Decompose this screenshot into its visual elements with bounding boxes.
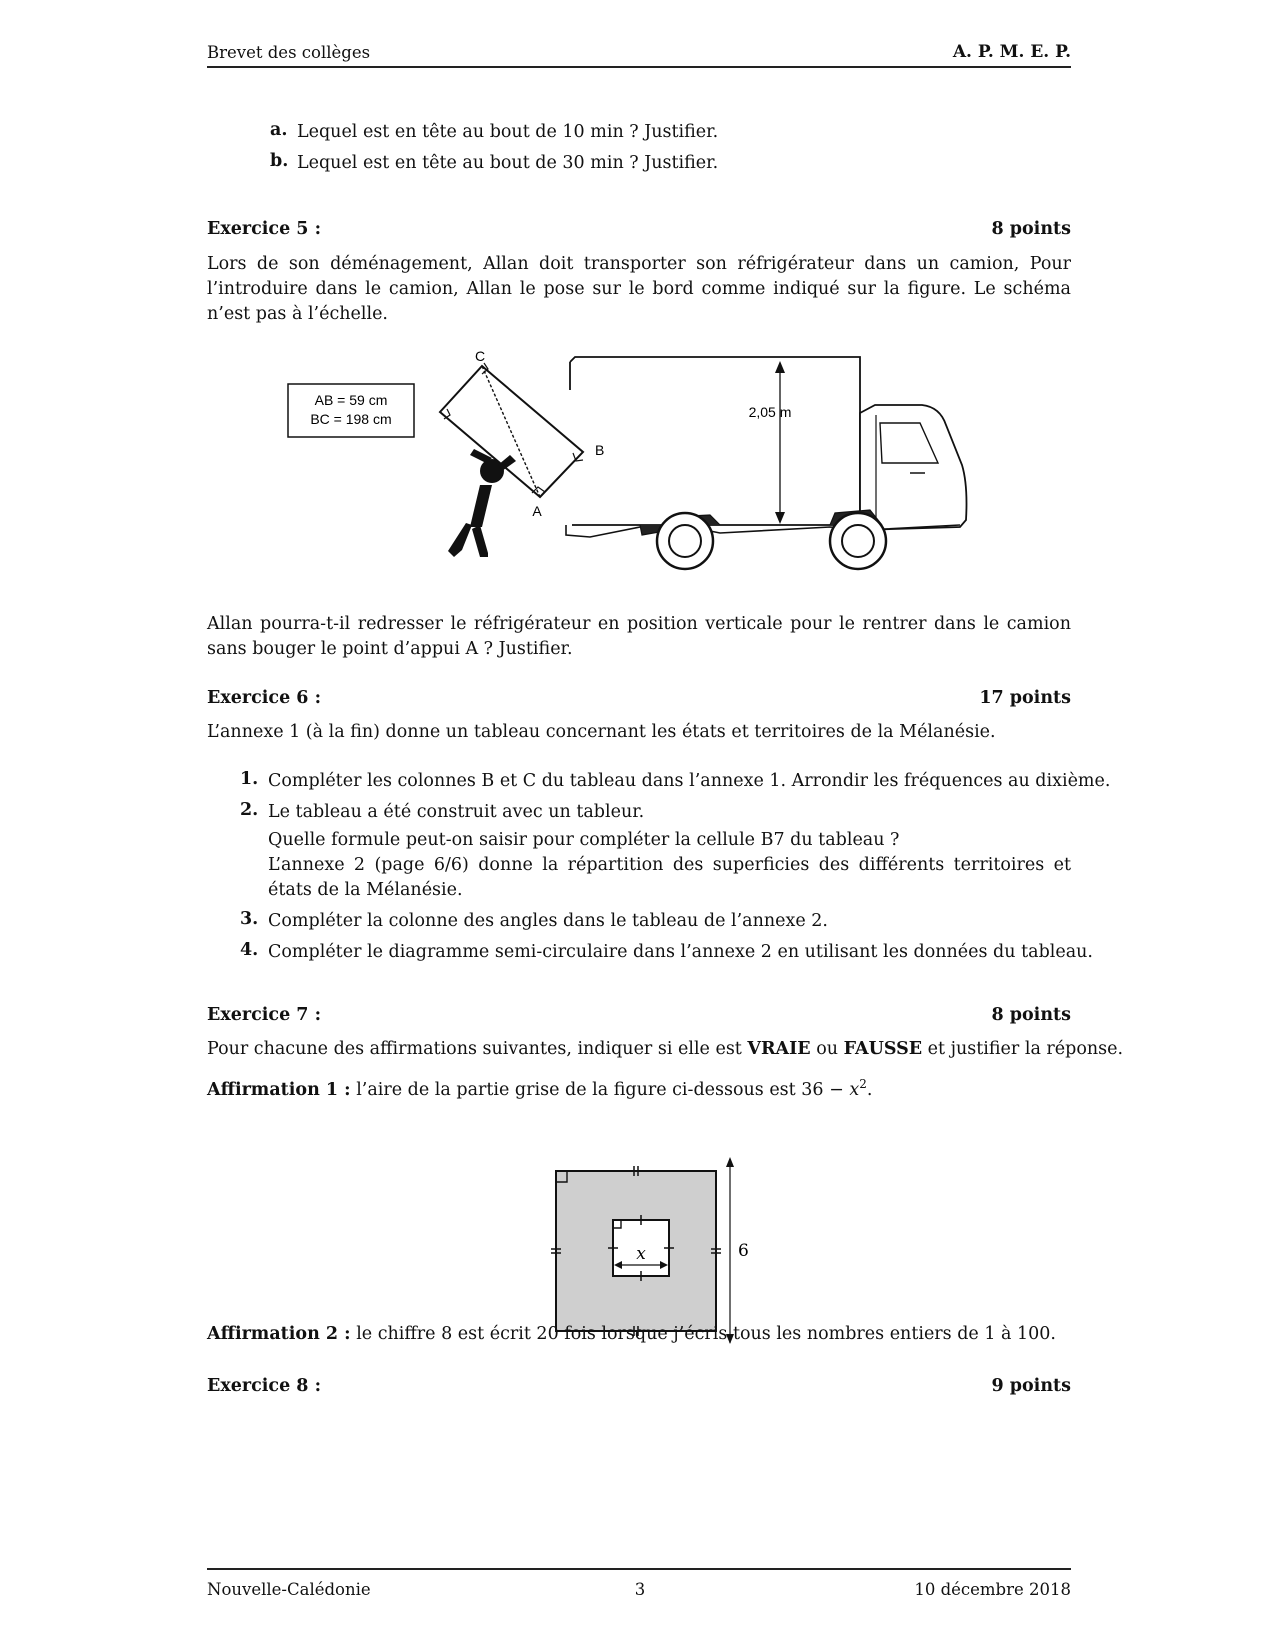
ex5-points: 8 points: [991, 219, 1071, 239]
ex4-item-b-num: b.: [270, 151, 289, 171]
height-label: 2,05 m: [748, 404, 792, 420]
ex7-intro-post: et justifier la réponse.: [922, 1039, 1124, 1059]
ex7-affirmation-1: [207, 1072, 872, 1103]
inner-side-label: x: [636, 1244, 646, 1264]
aff1-end: .: [866, 1079, 873, 1100]
ex5-title: Exercice 5 :: [207, 219, 322, 239]
ex6-item3-text: Compléter la colonne des angles dans le tableau de l’annexe 2.: [268, 911, 828, 931]
box-line-bc: BC = 198 cm: [310, 411, 392, 427]
label-a: A: [532, 503, 542, 519]
ex7-fausse: FAUSSE: [843, 1039, 923, 1059]
ex6-item1-num: 1.: [240, 769, 259, 789]
ex7-intro-pre: Pour chacune des affirmations suivantes, indiquer si elle est: [207, 1039, 748, 1059]
aff1-var: x: [849, 1079, 860, 1100]
ex6-title: Exercice 6 :: [207, 688, 322, 708]
aff2-label: Affirmation 2 :: [207, 1324, 351, 1344]
square-figure: [540, 1155, 760, 1345]
box-line-ab: AB = 59 cm: [314, 392, 388, 408]
ex7-affirmation-2: [207, 1322, 1056, 1347]
label-b: B: [595, 442, 605, 458]
ex6-item2-line2: Quelle formule peut-on saisir pour compléter la cellule B7 du tableau ?: [268, 830, 900, 850]
ex7-intro: [207, 1037, 1123, 1062]
header-left: Brevet des collèges: [207, 43, 371, 62]
truck-cargo-box: [570, 357, 860, 525]
ex8-points: 9 points: [991, 1376, 1071, 1396]
label-c: C: [474, 348, 486, 364]
ex6-item2-text: Le tableau a été construit avec un tableur.: [268, 802, 645, 822]
header-right: A. P. M. E. P.: [952, 42, 1071, 62]
aff2-text: le chiffre 8 est écrit 20 fois lorsque j’écris tous les nombres entiers de 1 à 100.: [350, 1324, 1056, 1344]
outer-side-label: 6: [738, 1241, 749, 1261]
footer-left: Nouvelle-Calédonie: [207, 1580, 371, 1599]
ex7-title: Exercice 7 :: [207, 1005, 322, 1025]
ex7-points: 8 points: [991, 1005, 1071, 1025]
ex6-item4-num: 4.: [240, 940, 259, 960]
ex5-question: Allan pourra-t-il redresser le réfrigérateur en position verticale pour le rentrer dans le camion sans bouger le point d’appui A ? Justifier.: [207, 614, 1071, 659]
footer-rule: [207, 1568, 1071, 1570]
aff1-exp: 2: [859, 1077, 867, 1091]
aff1-text: l’aire de la partie grise de la figure ci-dessous est 36 −: [350, 1079, 850, 1100]
ex6-intro: L’annexe 1 (à la fin) donne un tableau concernant les états et territoires de la Mélanésie.: [207, 722, 996, 742]
ex7-vraie: VRAIE: [747, 1039, 811, 1059]
ex6-points: 17 points: [979, 688, 1071, 708]
ex4-item-a-num: a.: [270, 120, 288, 140]
page-number: 3: [634, 1580, 646, 1599]
ex5-intro: Lors de son déménagement, Allan doit transporter son réfrigérateur dans un camion, Pour l’introduire dans le camion, Allan le pose sur le bord comme indiqué sur la figure. Le schéma n’est pas à l’échelle.: [207, 254, 1071, 324]
ex8-title: Exercice 8 :: [207, 1376, 322, 1396]
footer-right: 10 décembre 2018: [914, 1580, 1071, 1599]
ex4-item-b-text: Lequel est en tête au bout de 30 min ? Justifier.: [297, 153, 719, 173]
ex7-ou: ou: [810, 1039, 844, 1059]
ex6-item1-text: Compléter les colonnes B et C du tableau dans l’annexe 1. Arrondir les fréquences au dixième.: [268, 771, 1111, 791]
header-rule: [207, 66, 1071, 68]
ex4-item-a-text: Lequel est en tête au bout de 10 min ? Justifier.: [297, 122, 719, 142]
ex6-item4-text: Compléter le diagramme semi-circulaire dans l’annexe 2 en utilisant les données du tableau.: [268, 942, 1093, 962]
allan-figure: [448, 449, 516, 557]
ex6-item2-line3: L’annexe 2 (page 6/6) donne la répartition des superficies des différents territoires et états de la Mélanésie.: [268, 855, 1071, 900]
ex6-item3-num: 3.: [240, 909, 259, 929]
aff1-label: Affirmation 1 :: [207, 1079, 351, 1100]
fridge-truck-figure: [270, 345, 1010, 590]
ex6-item2-num: 2.: [240, 800, 259, 820]
